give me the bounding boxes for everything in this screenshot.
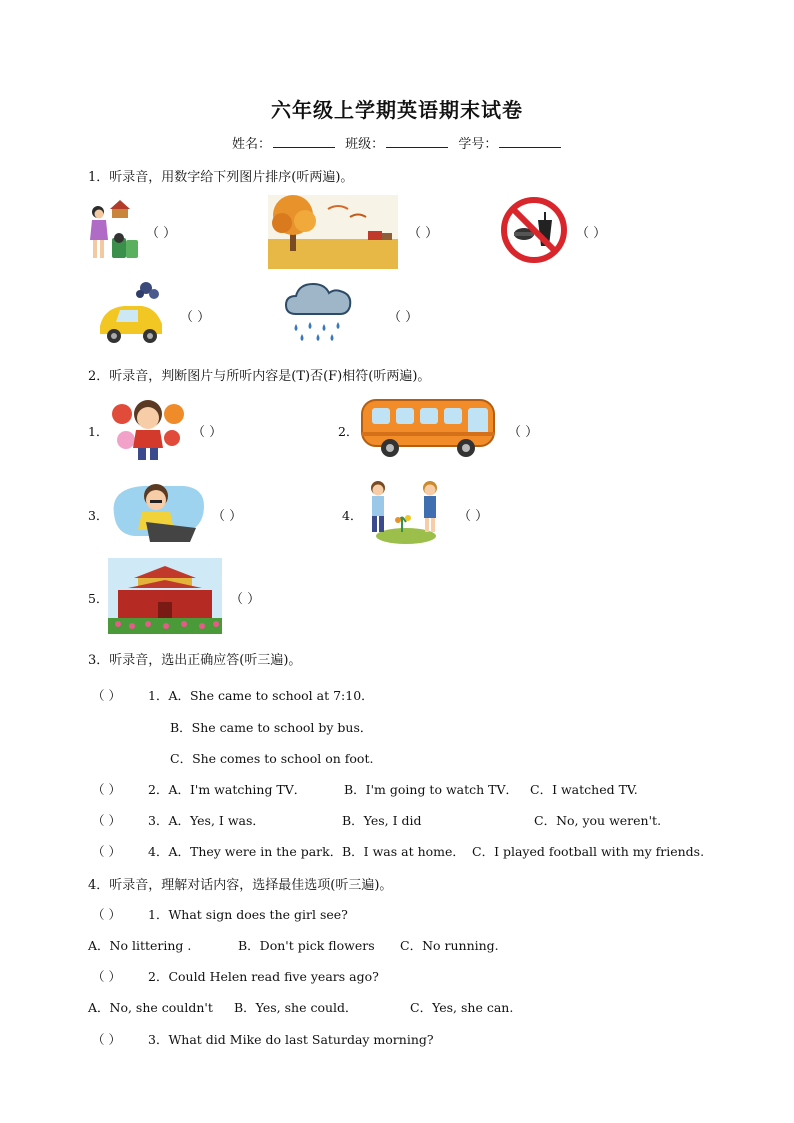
answer-blank[interactable]: （ ）: [92, 813, 121, 828]
q1-option-a: 1．A．She came to school at 7:10．: [148, 688, 374, 703]
id-label: 学号：: [458, 137, 498, 152]
tiananmen-picture: [108, 558, 222, 634]
q3-option-b: B．Yes, I did: [342, 813, 422, 828]
q4-option-a: 4．A．They were in the park．: [148, 844, 343, 859]
answer-blank[interactable]: （ ）: [92, 907, 121, 922]
car-pollution-picture: [94, 280, 168, 348]
page-title: 六年级上学期英语期末试卷: [271, 98, 523, 122]
q3-option-a: 3．A．Yes, I was．: [148, 813, 265, 828]
q2-option-b: B．I'm going to watch TV．: [344, 782, 519, 797]
item-number: 4．: [342, 508, 363, 523]
item-number: 1．: [88, 424, 109, 439]
rain-cloud-picture: [282, 282, 358, 344]
q1-option-c: C．She comes to school on foot.: [170, 751, 374, 766]
answer-blank[interactable]: （ ）: [576, 226, 607, 241]
section4-heading: 4．听录音，理解对话内容，选择最佳选项(听三遍)。: [88, 878, 393, 893]
name-field[interactable]: [273, 135, 335, 148]
q4-option-b: B．I was at home．: [342, 844, 465, 859]
s4-q1-option-a: A．No littering .: [88, 938, 192, 953]
answer-blank[interactable]: （ ）: [146, 226, 177, 241]
class-field[interactable]: [386, 135, 448, 148]
answer-blank[interactable]: （ ）: [230, 592, 261, 607]
section1-heading: 1．听录音，用数字给下列图片排序(听两遍)。: [88, 170, 354, 185]
man-with-computer-picture: [106, 476, 206, 548]
id-field[interactable]: [499, 135, 561, 148]
children-planting-picture: [362, 476, 450, 548]
answer-blank[interactable]: （ ）: [92, 782, 121, 797]
answer-blank[interactable]: （ ）: [92, 1032, 121, 1047]
q4-option-c: C．I played football with my friends.: [472, 844, 705, 859]
answer-blank[interactable]: （ ）: [180, 310, 211, 325]
s4-q1-option-b: B．Don't pick flowers: [238, 938, 375, 953]
bus-picture: [358, 396, 500, 460]
answer-blank[interactable]: （ ）: [458, 509, 489, 524]
s4-q1-option-c: C．No running.: [400, 938, 499, 953]
s4-q2-option-a: A．No, she couldn't: [88, 1000, 213, 1015]
recycling-girl-picture: [86, 198, 142, 264]
item-number: 5．: [88, 591, 109, 606]
s4-q2-option-c: C．Yes, she can.: [410, 1000, 514, 1015]
s4-q2-stem: 2．Could Helen read five years ago?: [148, 969, 379, 984]
section2-heading: 2．听录音，判断图片与所听内容是(T)否(F)相符(听两遍)。: [88, 369, 431, 384]
class-label: 班级：: [345, 137, 385, 152]
no-food-sign-picture: [500, 196, 568, 264]
answer-blank[interactable]: （ ）: [508, 425, 539, 440]
q1-option-b: B．She came to school by bus．: [170, 720, 373, 735]
s4-q2-option-b: B．Yes, she could．: [234, 1000, 358, 1015]
student-info: [232, 133, 567, 152]
q3-option-c: C．No, you weren't.: [534, 813, 662, 828]
item-number: 3．: [88, 508, 109, 523]
autumn-scene-picture: [268, 195, 398, 269]
answer-blank[interactable]: （ ）: [408, 226, 439, 241]
answer-blank[interactable]: （ ）: [212, 509, 243, 524]
q2-option-a: 2．A．I'm watching TV．: [148, 782, 307, 797]
answer-blank[interactable]: （ ）: [92, 844, 121, 859]
section3-heading: 3．听录音，选出正确应答(听三遍)。: [88, 653, 302, 668]
item-number: 2．: [338, 424, 359, 439]
boy-with-lanterns-picture: [106, 392, 190, 464]
answer-blank[interactable]: （ ）: [388, 310, 419, 325]
name-label: 姓名：: [232, 137, 272, 152]
q2-option-c: C．I watched TV.: [530, 782, 638, 797]
answer-blank[interactable]: （ ）: [92, 688, 121, 703]
s4-q3-stem: 3．What did Mike do last Saturday morning?: [148, 1032, 434, 1047]
answer-blank[interactable]: （ ）: [92, 969, 121, 984]
answer-blank[interactable]: （ ）: [192, 425, 223, 440]
s4-q1-stem: 1．What sign does the girl see?: [148, 907, 348, 922]
